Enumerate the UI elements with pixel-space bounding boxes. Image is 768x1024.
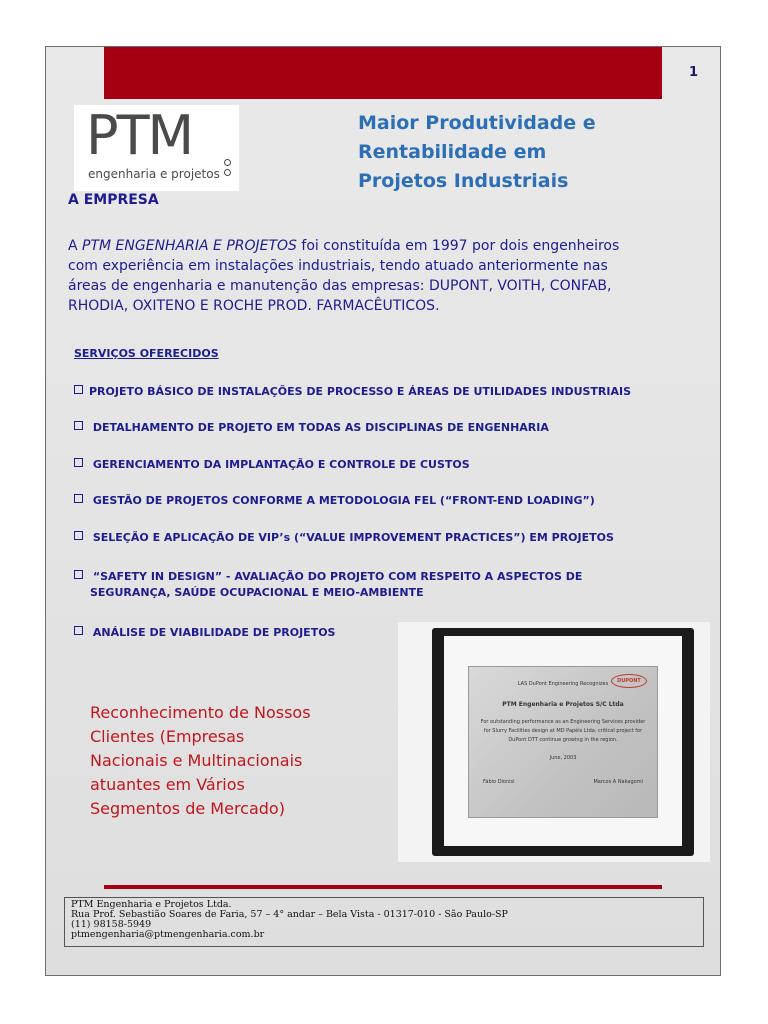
services-title: SERVIÇOS OFERECIDOS [74, 347, 219, 360]
plaque-text: For outstanding performance as an Engineering Services provider [480, 719, 646, 725]
award-mat [444, 636, 682, 846]
company-logo [74, 105, 239, 191]
intro-text: áreas de engenharia e manutenção das empresas: DUPONT, VOITH, CONFAB, [68, 278, 612, 294]
intro-text: com experiência em instalações industriais, tendo atuado anteriormente nas [68, 258, 608, 274]
intro-text: RHODIA, OXITENO E ROCHE PROD. FARMACÊUTICOS. [68, 298, 440, 314]
checkbox-icon [74, 421, 83, 430]
recognition-line: Clientes (Empresas [90, 727, 245, 746]
checkbox-icon [74, 626, 83, 635]
plaque-text: for Slurry Facilities design at MD Papéis Ltda, critical project for [483, 728, 643, 734]
service-item: DETALHAMENTO DE PROJETO EM TODAS AS DISCIPLINAS DE ENGENHARIA [74, 420, 549, 436]
slide [45, 46, 721, 976]
page-number: 1 [689, 65, 699, 80]
plaque-signature: Marcos A Nakagomi [593, 779, 643, 785]
bottom-accent-bar [104, 885, 662, 889]
footer-email[interactable]: ptmengenharia@ptmengenharia.com.br [71, 929, 265, 940]
intro-prefix: A [68, 238, 83, 254]
checkbox-icon [74, 385, 83, 394]
recognition-line: atuantes em Vários [90, 775, 245, 794]
service-item: PROJETO BÁSICO DE INSTALAÇÕES DE PROCESSO E ÁREAS DE UTILIDADES INDUSTRIAIS [74, 384, 631, 400]
service-item: ANÁLISE DE VIABILIDADE DE PROJETOS [74, 625, 335, 641]
recognition-text [90, 701, 350, 821]
award-case [432, 628, 694, 856]
checkbox-icon [74, 570, 83, 579]
footer-address: Rua Prof. Sebastião Soares de Faria, 57 – 4° andar – Bela Vista - 01317-010 - São Paulo-SP [71, 909, 508, 920]
dupont-logo: DUPONT [611, 674, 647, 688]
checkbox-icon [74, 531, 83, 540]
headline-line: Maior Produtividade e [358, 112, 596, 134]
headline-line: Rentabilidade em [358, 141, 547, 163]
headline [358, 109, 658, 196]
logo-dot-icon [224, 169, 231, 176]
service-item: “SAFETY IN DESIGN” - AVALIAÇÃO DO PROJETO COM RESPEITO A ASPECTOS DE SEGURANÇA, SAÚDE OCUPACIONAL E MEIO-AMBIENTE [74, 569, 582, 601]
headline-line: Projetos Industriais [358, 170, 569, 192]
logo-mark: PTM [86, 104, 193, 167]
top-accent-bar [104, 47, 662, 99]
service-item: GESTÃO DE PROJETOS CONFORME A METODOLOGIA FEL (“FRONT-END LOADING”) [74, 493, 595, 509]
plaque-text: PTM Engenharia e Projetos S/C Ltda [502, 701, 624, 708]
intro-text: foi constituída em 1997 por dois engenheiros [296, 238, 620, 254]
service-item-continuation: SEGURANÇA, SAÚDE OCUPACIONAL E MEIO-AMBIENTE [90, 586, 424, 599]
intro-paragraph [68, 236, 708, 316]
footer-phone: (11) 98158-5949 [71, 919, 152, 930]
logo-dot-icon [224, 159, 231, 166]
plaque-text: LAS DuPont Engineering Recognizes [517, 681, 609, 687]
service-item: SELEÇÃO E APLICAÇÃO DE VIP’s (“VALUE IMPROVEMENT PRACTICES”) EM PROJETOS [74, 530, 614, 546]
plaque-text: June, 2003 [549, 755, 577, 761]
checkbox-icon [74, 494, 83, 503]
plaque-text: DuPont DTT continue growing in the region. [508, 737, 618, 743]
checkbox-icon [74, 458, 83, 467]
award-photo [398, 622, 710, 862]
recognition-line: Reconhecimento de Nossos [90, 703, 311, 722]
footer-contact [64, 897, 704, 947]
recognition-line: Nacionais e Multinacionais [90, 751, 303, 770]
plaque-signature: Fábio Dionisi [483, 779, 515, 785]
recognition-line: Segmentos de Mercado) [90, 799, 285, 818]
service-item: GERENCIAMENTO DA IMPLANTAÇÃO E CONTROLE DE CUSTOS [74, 457, 470, 473]
section-title: A EMPRESA [68, 192, 159, 208]
logo-tagline: engenharia e projetos [88, 167, 220, 181]
award-plaque [468, 666, 658, 818]
footer-company: PTM Engenharia e Projetos Ltda. [71, 899, 232, 910]
company-name: PTM ENGENHARIA E PROJETOS [82, 238, 297, 254]
